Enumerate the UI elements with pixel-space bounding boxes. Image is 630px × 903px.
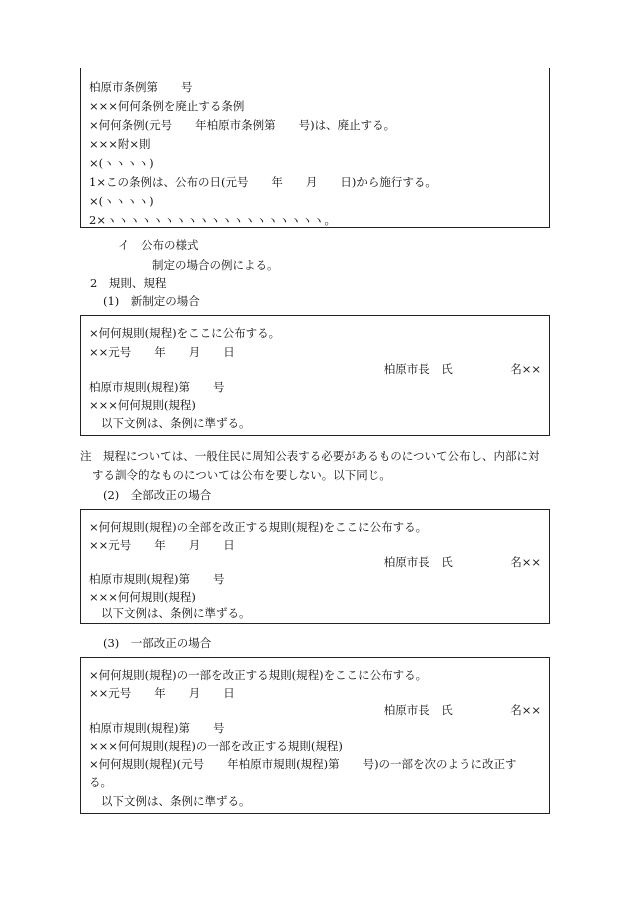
box-line: ×(ヽヽヽヽ): [89, 194, 154, 208]
box-line: ×××附×則: [89, 137, 151, 151]
promulgation-line: ×何何規則(規程)をここに公布する。: [89, 326, 281, 340]
partial-revision-box: [80, 657, 550, 814]
mayor-signature: 柏原市長 氏 名××: [383, 703, 541, 717]
rule-number: 柏原市規則(規程)第 号: [89, 380, 225, 394]
new-enactment-box: [80, 315, 550, 436]
full-revision-box: [80, 509, 550, 624]
sample-note: 以下文例は、条例に準ずる。: [101, 794, 251, 808]
rule-title: ×××何何規則(規程): [89, 398, 196, 412]
section-2-heading: 2 規則、規程: [90, 276, 167, 290]
revision-body-line-1: ×何何規則(規程)(元号 年柏原市規則(規程)第 号)の一部を次のように改正す: [89, 757, 517, 771]
date-line: ××元号 年 月 日: [89, 538, 235, 552]
note-line-1: 注 規程については、一般住民に周知公表する必要があるものについて公布し、内部に対: [80, 449, 540, 463]
mayor-signature: 柏原市長 氏 名××: [383, 555, 541, 569]
rule-title: ×××何何規則(規程)の一部を改正する規則(規程): [89, 739, 343, 753]
promulgation-line: ×何何規則(規程)の全部を改正する規則(規程)をここに公布する。: [89, 520, 428, 534]
box-line: 2×ヽヽヽヽヽヽヽヽヽヽヽヽヽヽヽヽヽヽヽ。: [89, 213, 336, 227]
section-i-body: 制定の場合の例による。: [152, 258, 279, 272]
subsection-3-heading: (3) 一部改正の場合: [103, 636, 212, 650]
promulgation-line: ×何何規則(規程)の一部を改正する規則(規程)をここに公布する。: [89, 668, 428, 682]
box-line: ×××何何条例を廃止する条例: [89, 99, 245, 113]
sample-note: 以下文例は、条例に準ずる。: [101, 606, 251, 620]
note-line-2: する訓令的なものについては公布を要しない。以下同じ。: [92, 468, 391, 482]
box-line: ×(ヽヽヽヽ): [89, 156, 154, 170]
box-line: 柏原市条例第 号: [89, 80, 193, 94]
date-line: ××元号 年 月 日: [89, 345, 235, 359]
subsection-2-heading: (2) 全部改正の場合: [103, 488, 212, 502]
revision-body-line-2: る。: [89, 775, 112, 789]
rule-number: 柏原市規則(規程)第 号: [89, 721, 225, 735]
date-line: ××元号 年 月 日: [89, 686, 235, 700]
repeal-ordinance-box: [80, 68, 550, 228]
sample-note: 以下文例は、条例に準ずる。: [101, 416, 251, 430]
subsection-1-heading: (1) 新制定の場合: [103, 294, 200, 308]
rule-title: ×××何何規則(規程): [89, 590, 196, 604]
section-i-heading: イ 公布の様式: [118, 238, 199, 252]
rule-number: 柏原市規則(規程)第 号: [89, 572, 225, 586]
box-line: ×何何条例(元号 年柏原市条例第 号)は、廃止する。: [89, 118, 396, 132]
mayor-signature: 柏原市長 氏 名××: [383, 362, 541, 376]
box-line: 1×この条例は、公布の日(元号 年 月 日)から施行する。: [89, 175, 437, 189]
